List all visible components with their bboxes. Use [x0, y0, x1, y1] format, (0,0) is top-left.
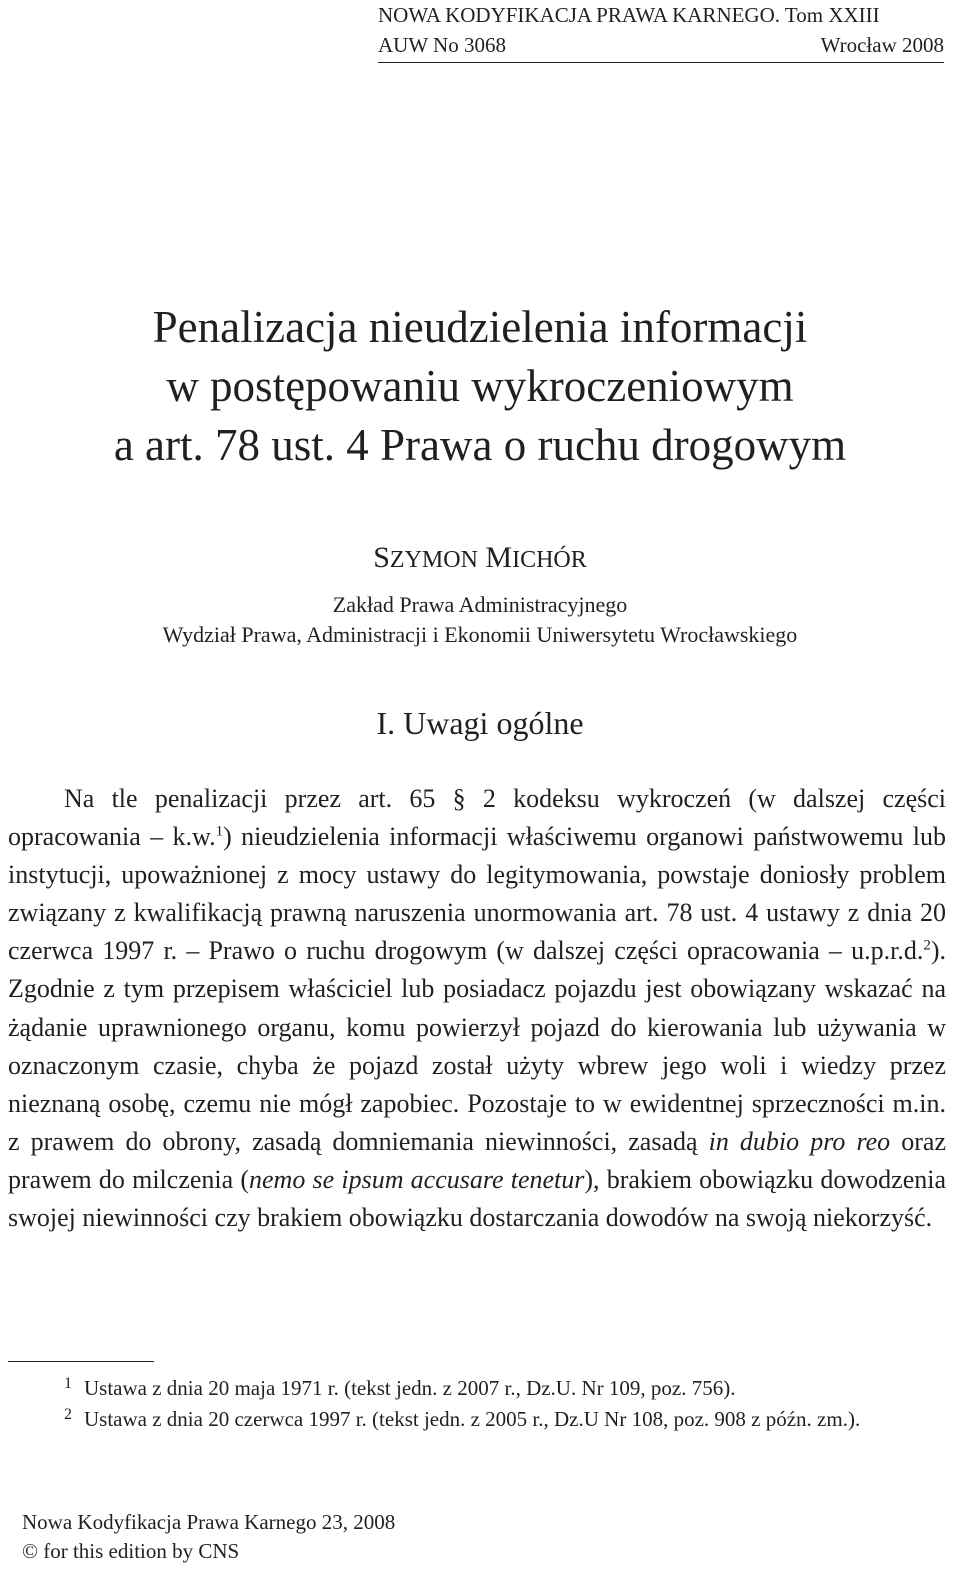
page-footer [22, 1508, 395, 1566]
title-line: Penalizacja nieudzielenia informacji [152, 302, 808, 352]
title-line: a art. 78 ust. 4 Prawa o ruchu drogowym [113, 420, 847, 470]
footnote: $^2$ Ustawa z dnia 20 czerwca 1997 r. (tekst jedn. z 2005 r., Dz.U Nr 108, poz. 908 z późn. zm.). [64, 1406, 861, 1431]
footnote-rule [8, 1361, 154, 1362]
footer-copyright: © for this edition by CNS [22, 1539, 240, 1563]
author-name: SZYMON MICHÓR [373, 541, 587, 574]
author-affiliation [0, 590, 960, 650]
affiliation-line: Zakład Prawa Administracyjnego [332, 592, 628, 617]
affiliation-line: Wydział Prawa, Administracji i Ekonomii Uniwersytetu Wrocławskiego [162, 622, 798, 647]
article-title [0, 298, 960, 475]
journal-title: NOWA KODYFIKACJA PRAWA KARNEGO. Tom XXIII [378, 3, 880, 27]
footnotes [8, 1374, 946, 1436]
place-year: Wrocław 2008 [820, 33, 944, 57]
body-text [8, 780, 946, 1237]
section-heading: I. Uwagi ogólne [376, 705, 584, 741]
footnote-ref[interactable]: 2 [923, 937, 931, 954]
header-rule [378, 62, 944, 63]
footer-journal: Nowa Kodyfikacja Prawa Karnego 23, 2008 [22, 1510, 396, 1534]
footnote: $^1$ Ustawa z dnia 20 maja 1971 r. (tekst jedn. z 2007 r., Dz.U. Nr 109, poz. 756). [64, 1375, 736, 1400]
series-number: AUW No 3068 [378, 33, 506, 57]
title-line: w postępowaniu wykroczeniowym [166, 361, 794, 411]
paragraph: Na tle penalizacji przez art. 65 § 2 kodeksu wykroczeń (w dalszej części opracowania – k.w.$^1$) nieudzielenia informacji właściwemu organowi państwowemu lub instytucji, upoważnionej z mocy ustawy do legitymowania, powstaje doniosły problem związany z kwalifikacją prawną naruszenia unormowania art. 78 ust. 4 ustawy z dnia 20 czerwca 1997 r. – Prawo o ruchu drogowym (w dalszej części opracowania – u.p.r.d.$^2$). Zgodnie z tym przepisem właściciel lub posiadacz pojazdu jest obowiązany wskazać na żądanie uprawnionego organu, komu powierzył pojazd do kierowania lub używania w oznaczonym czasie, chyba że pojazd został użyty wbrew jego woli i wiedzy przez nieznaną osobę, czemu nie mógł zapobiec. Pozostaje to w ewidentnej sprzeczności m.in. z prawem do obrony, zasadą domniemania niewinności, zasadą in dubio pro reo oraz prawem do milczenia (nemo se ipsum accusare tenetur), brakiem obowiązku dowodzenia swojej niewinności czy brakiem obowiązku dostarczania dowodów na swoją niekorzyść. [8, 784, 946, 1233]
running-header [378, 0, 944, 60]
footnote-ref[interactable]: 1 [215, 823, 224, 840]
